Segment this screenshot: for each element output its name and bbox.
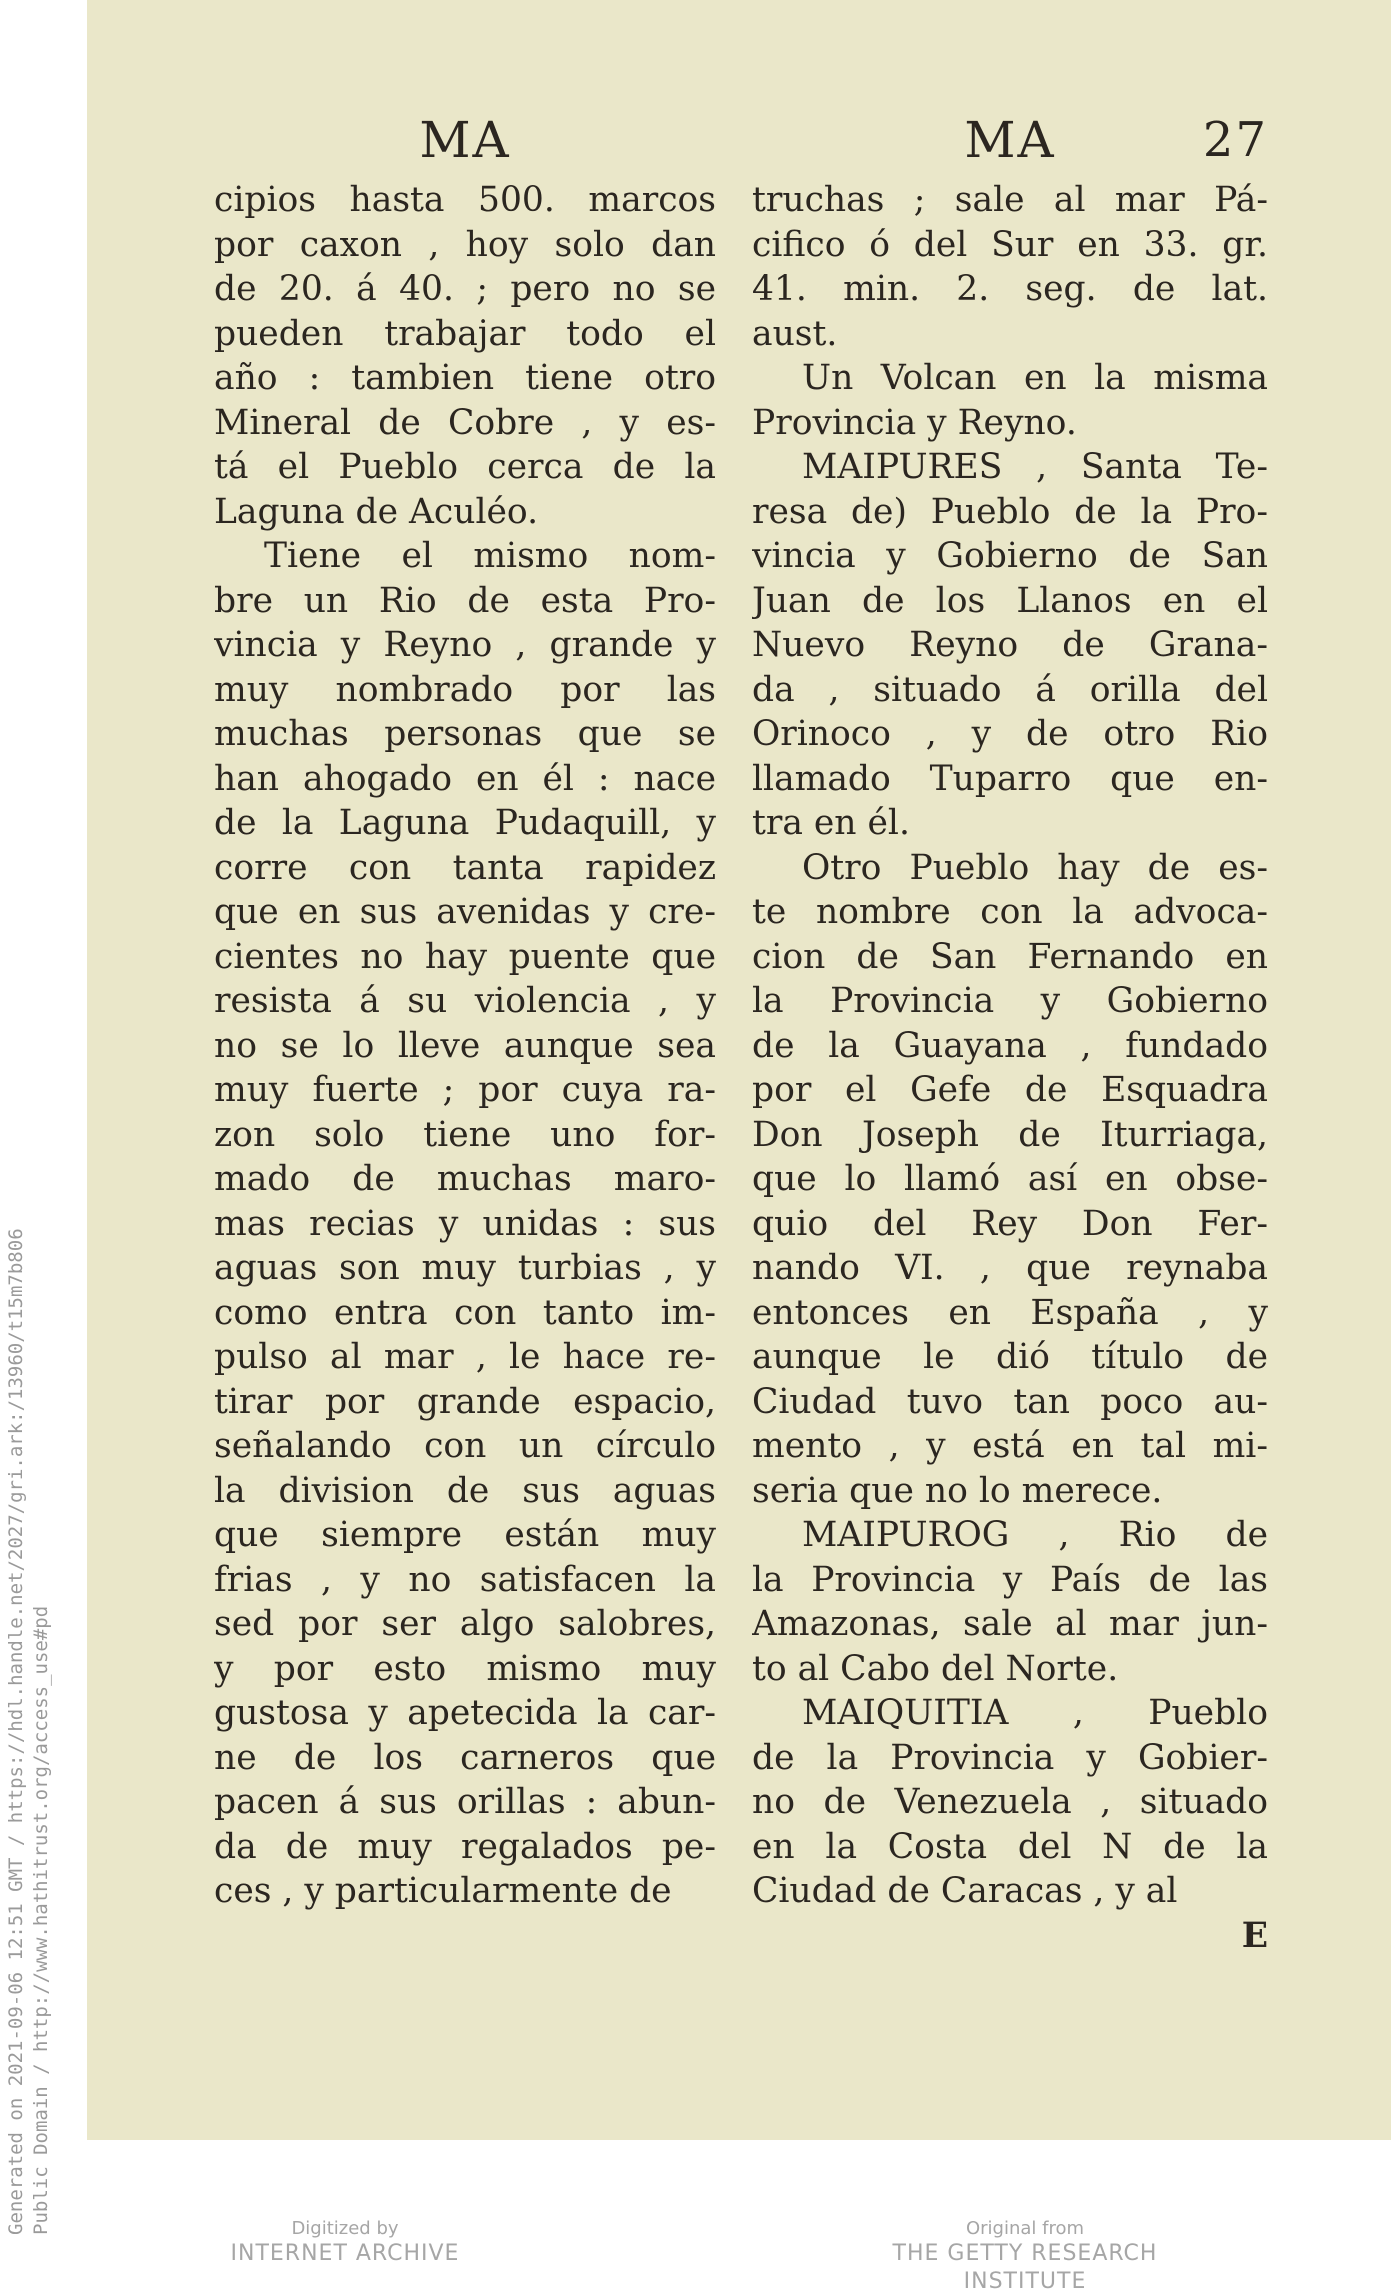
original-from-credit	[840, 2218, 1210, 2296]
left-column	[214, 110, 716, 1914]
text-line: la Provincia y Gobierno	[752, 981, 1268, 1021]
text-line: la Provincia y País de las	[752, 1559, 1268, 1600]
text-line: MAIPURES , Santa Te-	[802, 447, 1268, 487]
text-line: da de muy regalados pe-	[214, 1826, 716, 1867]
text-line: muchas personas que se	[214, 714, 716, 754]
text-line: Provincia y Reyno.	[752, 402, 1077, 443]
text-line: que siempre están muy	[214, 1515, 716, 1555]
text-line: no de Venezuela , situado	[752, 1782, 1268, 1822]
page-number: 27	[1202, 112, 1268, 168]
text-line: señalando con un círculo	[214, 1426, 716, 1466]
digitized-by-credit	[220, 2218, 470, 2268]
text-line: mado de muchas maro-	[214, 1159, 716, 1199]
text-line: llamado Tuparro que en-	[752, 758, 1268, 799]
text-line: de la Guayana , fundado	[752, 1025, 1268, 1066]
text-line: cientes no hay puente que	[214, 936, 716, 977]
right-column	[752, 110, 1268, 1958]
text-line: y por esto mismo muy	[214, 1648, 716, 1689]
text-line: entonces en España , y	[752, 1292, 1268, 1333]
text-line: pueden trabajar todo el	[214, 313, 716, 354]
text-line: no se lo lleve aunque sea	[214, 1025, 716, 1066]
text-line: da , situado á orilla del	[752, 669, 1268, 710]
text-line: como entra con tanto im-	[214, 1292, 716, 1333]
text-line: vincia y Reyno , grande y	[214, 625, 716, 665]
text-line: Ciudad de Caracas , y al	[752, 1871, 1178, 1911]
text-line: quio del Rey Don Fer-	[752, 1203, 1268, 1244]
text-line: Tiene el mismo nom-	[264, 536, 716, 576]
text-line: Mineral de Cobre , y es-	[214, 402, 716, 443]
text-line: Otro Pueblo hay de es-	[802, 847, 1268, 888]
text-line: Nuevo Reyno de Grana-	[752, 625, 1268, 665]
text-line: aunque le dió título de	[752, 1337, 1268, 1377]
text-line: to al Cabo del Norte.	[752, 1648, 1119, 1689]
original-from-label: Original from	[965, 2218, 1085, 2239]
left-running-head: MA	[419, 111, 511, 169]
text-line: zon solo tiene uno for-	[214, 1114, 716, 1155]
text-line: que lo llamó así en obse-	[752, 1159, 1268, 1199]
text-line: que en sus avenidas y cre-	[214, 892, 716, 932]
text-line: corre con tanta rapidez	[214, 847, 716, 888]
margin-stamp	[0, 1150, 60, 2250]
text-line: Orinoco , y de otro Rio	[752, 714, 1268, 754]
text-line: ces , y particularmente de	[214, 1871, 672, 1911]
text-line: en la Costa del N de la	[752, 1826, 1268, 1867]
text-line: 41. min. 2. seg. de lat.	[752, 269, 1268, 309]
text-line: muy nombrado por las	[214, 669, 716, 710]
text-line: Amazonas, sale al mar jun-	[752, 1604, 1268, 1644]
text-line: seria que no lo merece.	[752, 1470, 1163, 1511]
catchword: E	[1241, 1915, 1268, 1956]
text-line: aguas son muy turbias , y	[214, 1248, 716, 1288]
text-line: MAIPUROG , Rio de	[802, 1515, 1268, 1555]
text-line: MAIQUITIA , Pueblo	[802, 1693, 1268, 1733]
text-line: Ciudad tuvo tan poco au-	[752, 1381, 1268, 1422]
text-line: han ahogado en él : nace	[214, 758, 716, 799]
text-line: Laguna de Aculéo.	[214, 491, 539, 532]
getty-institute-label: THE GETTY RESEARCH INSTITUTE	[892, 2241, 1158, 2294]
text-line: ne de los carneros que	[214, 1737, 716, 1778]
text-line: sed por ser algo salobres,	[214, 1604, 716, 1644]
text-line: gustosa y apetecida la car-	[214, 1693, 716, 1733]
text-line: año : tambien tiene otro	[214, 358, 716, 398]
text-line: pulso al mar , le hace re-	[214, 1337, 716, 1377]
text-line: tá el Pueblo cerca de la	[214, 447, 716, 487]
text-line: resa de) Pueblo de la Pro-	[752, 491, 1268, 532]
internet-archive-label: INTERNET ARCHIVE	[230, 2241, 460, 2266]
text-line: por caxon , hoy solo dan	[214, 224, 716, 265]
digitized-by-label: Digitized by	[291, 2218, 399, 2239]
text-line: truchas ; sale al mar Pá-	[752, 180, 1268, 220]
left-text-body	[214, 178, 716, 1914]
margin-stamp-rights: Public Domain / http://www.hathitrust.org/access_use#pd	[30, 1605, 52, 2235]
margin-stamp-generated: Generated on 2021-09-06 12:51 GMT / https://hdl.handle.net/2027/gri.ark:/13960/t15m7b806	[5, 1228, 27, 2235]
text-line: tirar por grande espacio,	[214, 1381, 716, 1422]
text-line: cifico ó del Sur en 33. gr.	[752, 224, 1268, 265]
text-line: de la Laguna Pudaquill, y	[214, 803, 716, 843]
text-line: cipios hasta 500. marcos	[214, 180, 716, 220]
text-line: bre un Rio de esta Pro-	[214, 580, 716, 621]
text-line: mas recias y unidas : sus	[214, 1203, 716, 1244]
text-line: resista á su violencia , y	[214, 981, 716, 1021]
text-line: te nombre con la advoca-	[752, 892, 1268, 932]
right-running-head: MA	[964, 111, 1056, 169]
right-text-body	[752, 178, 1268, 1914]
text-line: Un Volcan en la misma	[802, 358, 1268, 398]
right-running-head-wrap	[752, 110, 1268, 178]
text-line: nando VI. , que reynaba	[752, 1248, 1268, 1288]
text-line: vincia y Gobierno de San	[752, 536, 1268, 576]
text-line: mento , y está en tal mi-	[752, 1426, 1268, 1466]
text-line: Juan de los Llanos en el	[752, 580, 1268, 621]
text-line: muy fuerte ; por cuya ra-	[214, 1070, 716, 1110]
text-line: por el Gefe de Esquadra	[752, 1070, 1268, 1110]
text-line: Don Joseph de Iturriaga,	[752, 1114, 1268, 1155]
text-line: pacen á sus orillas : abun-	[214, 1782, 716, 1822]
text-line: tra en él.	[752, 803, 910, 843]
text-line: la division de sus aguas	[214, 1470, 716, 1511]
text-line: de la Provincia y Gobier-	[752, 1737, 1268, 1778]
text-line: frias , y no satisfacen la	[214, 1559, 716, 1600]
text-line: aust.	[752, 313, 838, 354]
text-line: de 20. á 40. ; pero no se	[214, 269, 716, 309]
text-line: cion de San Fernando en	[752, 936, 1268, 977]
